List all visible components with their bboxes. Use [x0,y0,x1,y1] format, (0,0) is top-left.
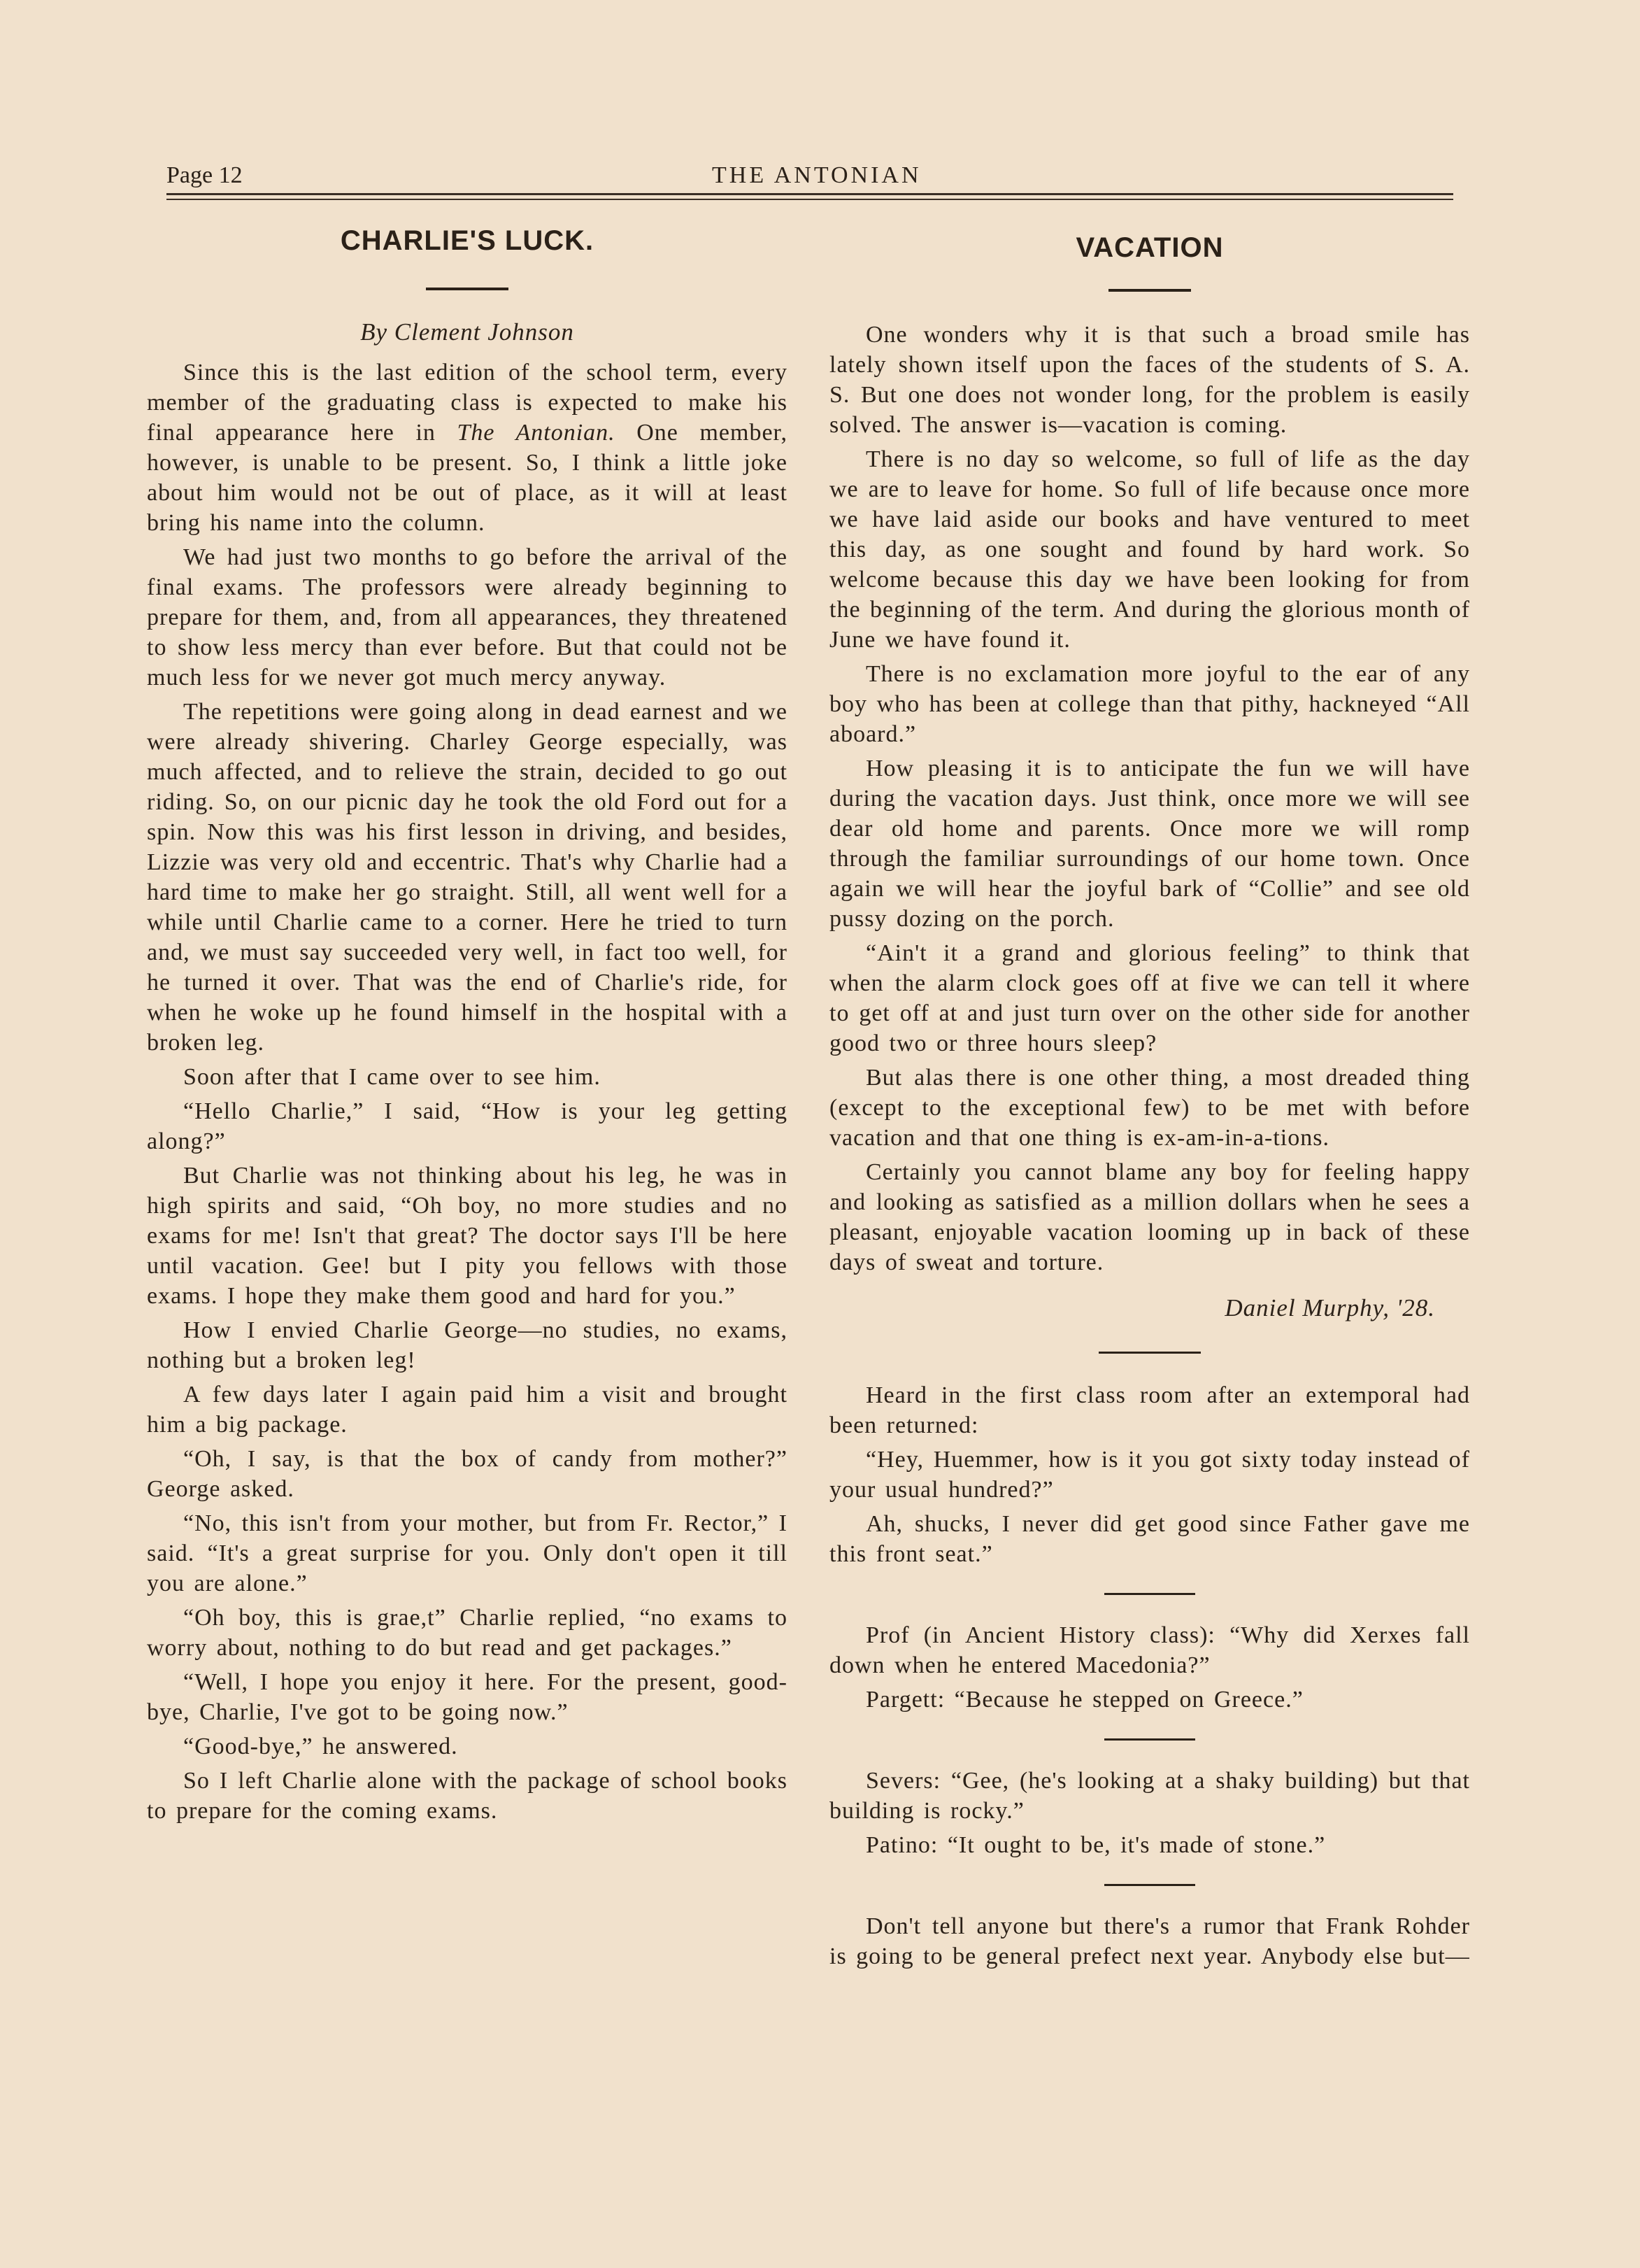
article-paragraph: We had just two months to go before the arrival of the final exams. The professors were already beginning to prepare for them, and, from all appearances, they threatened to show less mercy than ever before. But that could not be much less for we never got much mercy anyway. [147,544,787,690]
joke-paragraph: “Hey, Huemmer, how is it you got sixty today instead of your usual hundred?” [829,1447,1470,1503]
joke-paragraph: Heard in the first class room after an extemporal had been returned: [829,1382,1470,1438]
article-paragraph: A few days later I again paid him a visit and brought him a big package. [147,1382,787,1438]
joke-paragraph: Don't tell anyone but there's a rumor that Frank Rohder is going to be general prefect next year. Anybody else but— [829,1913,1470,1969]
title-rule [1108,289,1191,292]
joke-paragraph: Patino: “It ought to be, it's made of stone.” [866,1832,1326,1858]
article-paragraph: How I envied Charlie George—no studies, no exams, nothing but a broken leg! [147,1317,787,1373]
joke-paragraph: Severs: “Gee, (he's looking at a shaky building) but that building is rocky.” [829,1768,1470,1824]
article-paragraph: So I left Charlie alone with the package of school books to prepare for the coming exams. [147,1768,787,1824]
byline: By Clement Johnson [360,318,574,346]
section-divider [1104,1593,1195,1595]
article-paragraph: “Oh, I say, is that the box of candy from mother?” George asked. [147,1446,787,1502]
left-column [147,210,787,1830]
article-paragraph: There is no exclamation more joyful to the ear of any boy who has been at college than that pithy, hackneyed “All aboard.” [829,661,1470,747]
header-rule-double [166,199,1453,200]
publication-title: THE ANTONIAN [712,162,922,188]
article-title-vacation: VACATION [1076,232,1224,263]
article-paragraph: There is no day so welcome, so full of life as the day we are to leave for home. So full of life because once more we have laid aside our books and have ventured to meet this day, as one sought and found by hard work. So welcome because this day we have been looking for from the beginning of the term. And during the glorious month of June we have found it. [829,446,1470,653]
article-signature: Daniel Murphy, '28. [1225,1294,1435,1321]
article-paragraph: “Oh boy, this is grae,t” Charlie replied, “no exams to worry about, nothing to do but read and get packages.” [147,1605,787,1661]
article-paragraph: “Well, I hope you enjoy it here. For the present, good-bye, Charlie, I've got to be going now.” [147,1669,787,1725]
article-paragraph: “Ain't it a grand and glorious feeling” to think that when the alarm clock goes off at five we can tell it where to get off at and just turn over on the other side for another good two or three hours sleep? [829,940,1470,1056]
article-title-charlies-luck: CHARLIE'S LUCK. [340,225,594,256]
right-column [829,210,1470,1976]
section-divider [1104,1884,1195,1886]
page-number: Page 12 [166,162,243,188]
section-divider [1099,1352,1201,1354]
article-paragraph: “No, this isn't from your mother, but from Fr. Rector,” I said. “It's a great surprise for you. Only don't open it till you are alone.” [147,1510,787,1596]
section-divider [1104,1738,1195,1741]
publication-name: The Antonian. [457,420,615,446]
running-head [166,162,1453,190]
joke-paragraph: Pargett: “Because he stepped on Greece.” [866,1687,1304,1713]
article-paragraph: Since this is the last edition of the school term, every member of the graduating class is expected to make his final appearance here in The Antonian. One member, however, is unable to be present. So, I think a little joke about him would not be out of place, as it will at least bring his name into the column. [147,360,788,536]
article-paragraph: One wonders why it is that such a broad smile has lately shown itself upon the faces of the students of S. A. S. But one does not wonder long, for the problem is easily solved. The answer is—vacation is coming. [829,322,1470,438]
article-paragraph: But alas there is one other thing, a most dreaded thing (except to the exceptional few) to be met with before vacation and that one thing is ex-am-in-a-tions. [829,1065,1470,1151]
joke-paragraph: Prof (in Ancient History class): “Why did Xerxes fall down when he entered Macedonia?” [829,1622,1470,1678]
article-paragraph: “Hello Charlie,” I said, “How is your leg getting along?” [147,1098,787,1154]
article-paragraph: Soon after that I came over to see him. [183,1064,601,1090]
article-paragraph: “Good-bye,” he answered. [183,1734,458,1759]
header-rule [166,193,1453,195]
article-paragraph: The repetitions were going along in dead earnest and we were already shivering. Charley George especially, was much affected, and to relieve the strain, decided to go out riding. So, on our picnic day he took the old Ford out for a spin. Now this was his first lesson in driving, and besides, Lizzie was very old and eccentric. That's why Charlie had a hard time to make her go straight. Still, all went well for a while until Charlie came to a corner. Here he tried to turn and, we must say succeeded very well, in fact too well, for he turned it over. That was the end of Charlie's ride, for when he woke up he found himself in the hospital with a broken leg. [147,699,787,1056]
article-paragraph: But Charlie was not thinking about his leg, he was in high spirits and said, “Oh boy, no more studies and no exams for me! Isn't that great? The doctor says I'll be here until vacation. Gee! but I pity you fellows with those exams. I hope they make them good and hard for you.” [147,1163,787,1309]
article-paragraph: Certainly you cannot blame any boy for feeling happy and looking as satisfied as a million dollars when he sees a pleasant, enjoyable vacation looming up in back of these days of sweat and torture. [829,1159,1470,1275]
article-paragraph: How pleasing it is to anticipate the fun we will have during the vacation days. Just think, once more we will see dear old home and parents. Once more we will romp through the familiar surroundings of our home town. Once again we will hear the joyful bark of “Collie” and see old pussy dozing on the porch. [829,756,1470,932]
title-rule [426,288,508,290]
joke-paragraph: Ah, shucks, I never did get good since Father gave me this front seat.” [829,1511,1470,1567]
